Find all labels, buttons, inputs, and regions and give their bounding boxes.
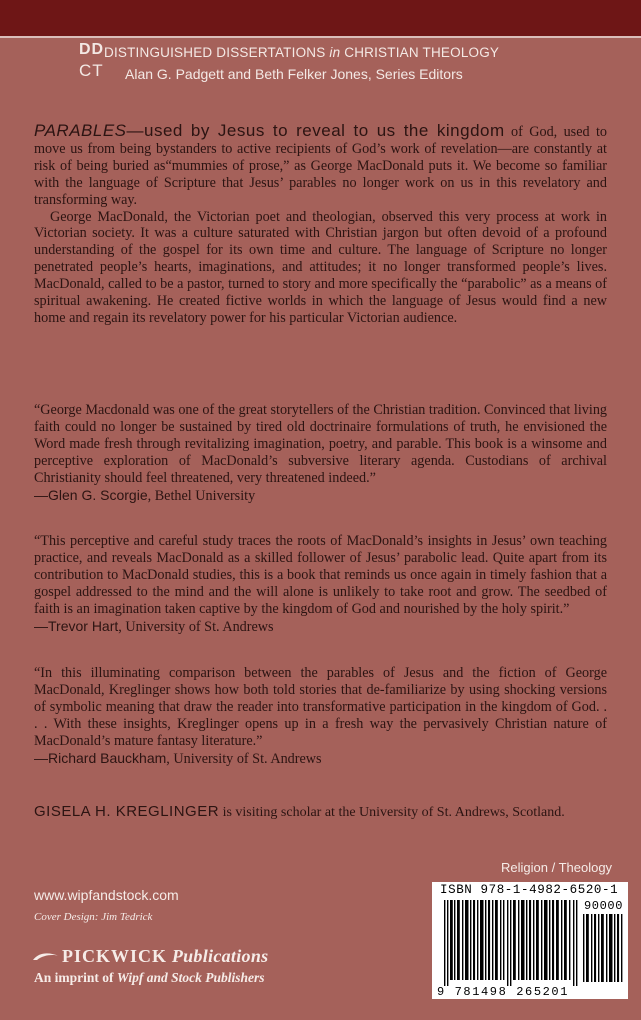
endorsement-text: “This perceptive and careful study traces the roots of MacDonald’s insights in Jesus’ own teaching practice, and reveals MacDonald as a skilled follower of Jesus’ parabolic lead. Quite apart from its contribution to MacDonald studies, this is a book that reminds us once again in timely fashion that a gospel addressed to the mind and the will alone is unlikely to take root and grow. The seedbed of faith is an imagination taken captive by the kingdom of God and nourished by the holy spirit.” [34,533,607,617]
endorser-affiliation: , University of St. Andrews [118,618,274,635]
author-bio [34,803,607,821]
isbn-number: ISBN 978-1-4982-6520-1 [440,883,619,897]
blurb-lead-word: PARABLES [34,121,127,140]
series-title-post: CHRISTIAN THEOLOGY [340,45,500,60]
publisher-logo [62,946,268,967]
imprint-line [34,970,265,986]
price-code: 90000 [583,899,623,913]
top-divider [0,36,641,38]
publisher-name: PICKWICK [62,946,168,966]
series-title-in: in [329,45,341,60]
endorser-name: —Richard Bauckham [34,749,167,766]
author-name: GISELA H. KREGLINGER [34,803,220,820]
series-title [104,45,499,60]
blurb-lead [34,121,505,140]
barcode-bars-icon [444,900,578,986]
endorsement-attribution [34,487,607,505]
price-barcode-bars-icon [583,914,623,982]
series-editors: Alan G. Padgett and Beth Felker Jones, Series Editors [125,66,463,82]
publisher-website: www.wipfandstock.com [34,887,179,903]
series-title-pre: DISTINGUISHED DISSERTATIONS [104,45,330,60]
endorsement-attribution [34,750,607,768]
isbn-barcode [432,882,628,999]
blurb [34,123,607,327]
ean-number: 9 781498 265201 [437,985,570,999]
cover-design-credit: Cover Design: Jim Tedrick [34,911,153,923]
endorser-affiliation: , University of St. Andrews [166,750,322,767]
endorser-name: —Trevor Hart [34,617,119,634]
blurb-lead-rest: —used by Jesus to reveal to us the kingdom [126,121,505,140]
endorsement-text: “George Macdonald was one of the great storytellers of the Christian tradition. Convinced that living faith could no longer be sustained by tired old doctrinaire formulations of truth, he envisioned the Word made fresh through revitalizing imagination, poetry, and parable. This book is a winsome and perceptive exploration of MacDonald’s subversive literary agenda. Custodians of archival Christianity should feel threatened, very threatened indeed.” [34,402,608,486]
blurb-paragraph-1 [34,123,607,209]
imprint-name: Wipf and Stock Publishers [116,970,265,985]
endorsement-1 [34,402,607,504]
top-color-band [0,0,641,36]
endorser-name: —Glen G. Scorgie [34,486,148,503]
series-logo-dd: DD [79,41,105,58]
endorsement-text: “In this illuminating comparison between the parables of Jesus and the fiction of George MacDonald, Kreglinger shows how both told stories that de-familiarize by using shocking versions of symbolic meaning that draw the reader into transformative participation in the kingdom of God. . . . With these insights, Kreglinger opens up in a fresh way the pervasively Christian nature of MacDonald’s mature fantasy literature.” [34,665,607,749]
imprint-pre: An imprint of [34,970,117,985]
series-logo-ct: CT [79,61,104,80]
endorsement-3 [34,665,607,767]
endorser-affiliation: , Bethel University [147,487,256,504]
blurb-paragraph-2: George MacDonald, the Victorian poet and theologian, observed this very process at work in Victorian society. It was a culture saturated with Christian jargon but often devoid of a profound understanding of the gospel for its own time and culture. The language of Scripture no longer penetrated people’s hearts, imaginations, and attitudes; it no longer transformed people’s lives. MacDonald, called to be a pastor, turned to story and more specifically the “parabolic” as a means of spiritual awakening. He created fictive worlds in which the language of Jesus would find a new home and regain its revelatory power for his particular Victorian audience. [34,208,607,326]
category-label: Religion / Theology [501,860,613,875]
author-bio-text: is visiting scholar at the University of St. Andrews, Scotland. [219,805,565,820]
endorsement-2 [34,533,607,635]
endorsement-attribution [34,618,607,636]
blurb-paragraph-1-rest: of God, used to move us from being bystanders to active recipients of God’s work of revelation—are constantly at risk of being buried as“mummies of prose,” as George MacDonald puts it. We become so familiar with the language of Scripture that Jesus’ parables no longer work on us in this revelatory and transforming way. [34,124,607,208]
publisher-sub: Publications [167,946,269,966]
